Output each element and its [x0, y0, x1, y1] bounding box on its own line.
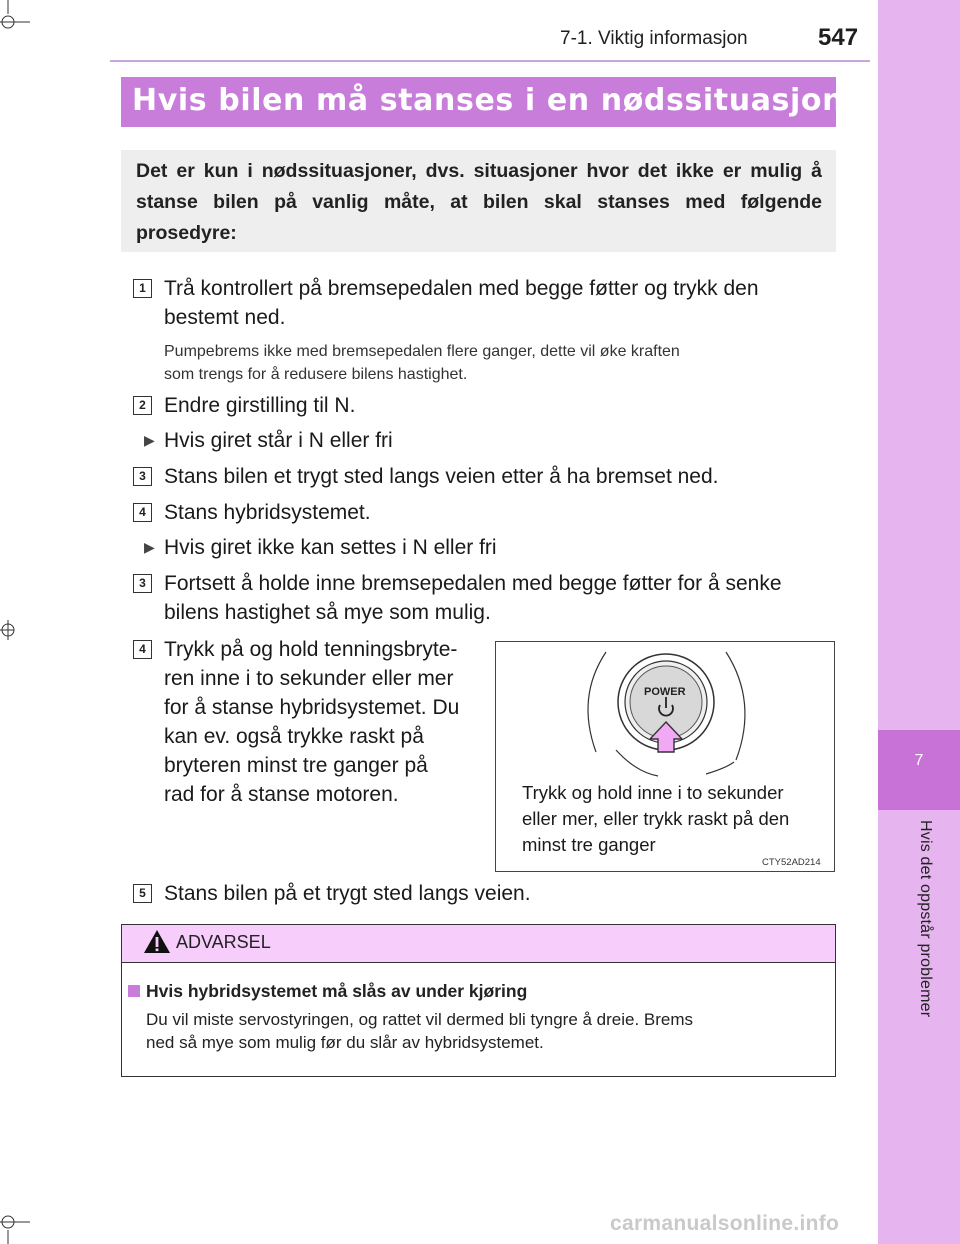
- step-number-3b: 3: [133, 574, 152, 593]
- warning-subtitle: Hvis hybridsystemet må slås av under kjøring: [146, 981, 528, 1001]
- warning-body-line-2: ned så mye som mulig før du slår av hybridsystemet.: [146, 1033, 544, 1052]
- warning-body-line-1: Du vil miste servostyringen, og rattet vil dermed bli tyngre å dreie. Brems: [146, 1010, 694, 1029]
- page-title: Hvis bilen må stanses i en nødssituasjon: [132, 83, 845, 118]
- step-3b-line-1: Fortsett å holde inne bremsepedalen med begge føtter for å senke: [164, 572, 782, 595]
- step-4-text: Stans hybridsystemet.: [164, 501, 371, 524]
- step-number-2: 2: [133, 396, 152, 415]
- step-4b-line-6: rad for å stanse motoren.: [164, 783, 399, 806]
- intro-text: Det er kun i nødssituasjoner, dvs. situasjoner hvor det ikke er mulig å stanse bilen på vanlig måte, at bilen skal stanses med følgende prosedyre:: [136, 160, 822, 244]
- power-button-label: POWER: [644, 686, 686, 698]
- step-1-line-1: Trå kontrollert på bremsepedalen med begge føtter og trykk den: [164, 277, 759, 300]
- warning-body: [146, 1008, 820, 1054]
- figure-code: CTY52AD214: [762, 857, 821, 868]
- step-number-1: 1: [133, 279, 152, 298]
- case-2-text: Hvis giret ikke kan settes i N eller fri: [164, 536, 497, 559]
- watermark: carmanualsonline.info: [610, 1212, 840, 1235]
- step-4b-line-4: kan ev. også trykke raskt på: [164, 725, 424, 748]
- step-1-line-2: bestemt ned.: [164, 306, 286, 329]
- header-rule: [110, 60, 870, 62]
- warning-label: ADVARSEL: [176, 932, 271, 952]
- step-2-text: Endre girstilling til N.: [164, 394, 356, 417]
- warning-bullet-icon: [128, 985, 140, 997]
- figure-caption-line-2: eller mer, eller trykk raskt på den: [522, 808, 790, 829]
- step-4b-line-3: for å stanse hybridsystemet. Du: [164, 696, 460, 719]
- figure-caption-line-1: Trykk og hold inne i to sekunder: [522, 782, 784, 803]
- page-number: 547: [818, 24, 859, 51]
- step-3-text: Stans bilen et trygt sted langs veien etter å ha bremset ned.: [164, 465, 719, 488]
- case-1-text: Hvis giret står i N eller fri: [164, 429, 393, 452]
- warning-icon: [143, 929, 171, 954]
- step-5-text: Stans bilen på et trygt sted langs veien.: [164, 882, 531, 905]
- step-3b-line-2: bilens hastighet så mye som mulig.: [164, 601, 491, 624]
- figure-caption: [522, 780, 826, 858]
- chapter-number: 7: [914, 752, 924, 769]
- note-1-line-2: som trengs for å redusere bilens hastighet.: [164, 366, 468, 383]
- section-title: 7-1. Viktig informasjon: [560, 28, 748, 49]
- note-1-line-1: Pumpebrems ikke med bremsepedalen flere ganger, dette vil øke kraften: [164, 343, 680, 360]
- chapter-title: Hvis det oppstår problemer: [917, 820, 934, 1018]
- case-arrow-icon: ▶: [144, 539, 155, 555]
- power-button-illustration: [496, 642, 834, 782]
- figure-caption-line-3: minst tre ganger: [522, 834, 656, 855]
- step-4b-line-2: ren inne i to sekunder eller mer: [164, 667, 454, 690]
- step-number-4b: 4: [133, 640, 152, 659]
- step-4b-line-5: bryteren minst tre ganger på: [164, 754, 428, 777]
- step-number-3: 3: [133, 467, 152, 486]
- step-number-4: 4: [133, 503, 152, 522]
- chapter-number-box: [878, 730, 960, 810]
- step-4b-line-1: Trykk på og hold tenningsbryte-: [164, 638, 458, 661]
- step-number-5: 5: [133, 884, 152, 903]
- case-arrow-icon: ▶: [144, 432, 155, 448]
